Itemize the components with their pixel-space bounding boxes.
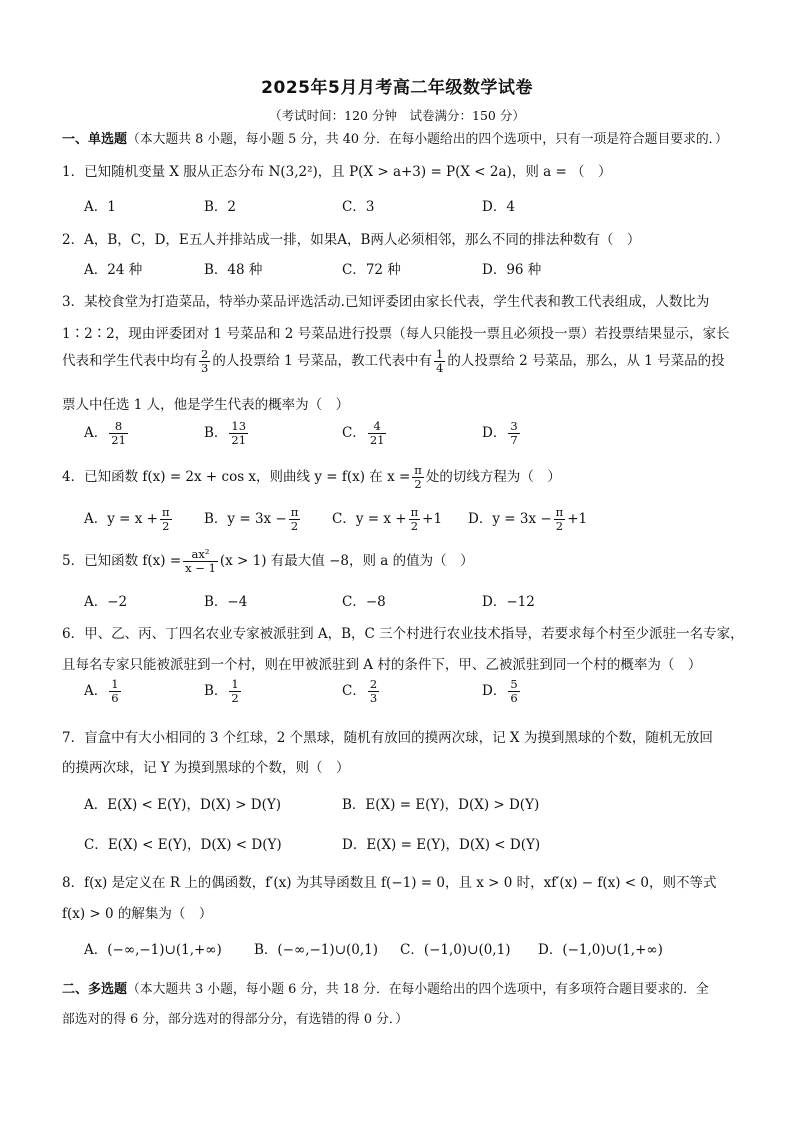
q1-stem: 1．已知随机变量 X 服从正态分布 N(3,2²)，且 P(X > a+3) = P(X < 2a)，则 a = （ ）: [62, 164, 612, 180]
section1-heading: 一、单选题: [62, 132, 128, 147]
q7-option-c: C．E(X) < E(Y)，D(X) < D(Y): [84, 837, 282, 853]
q6-option-b: B． $\frac{1}{2}$: [204, 677, 239, 706]
section1-desc: （本大题共 8 小题，每小题 5 分，共 40 分．在每小题给出的四个选项中，只有一项是符合题目要求的．）: [127, 132, 728, 147]
q4-option-b: B．y = 3x − $\frac{\pi}{2}$: [204, 505, 299, 534]
q3-line3-part3: 的人投票给 2 号菜品，那么，从 1 号菜品的投: [447, 353, 725, 370]
q8-option-d: D．(−1,0)∪(1,+∞): [538, 942, 663, 958]
q3-fraction-one-quarter: $\frac{1}{4}$: [436, 347, 444, 376]
q4-stem-part2: 处的切线方程为（ ）: [425, 469, 561, 486]
q3-line3-part1: 代表和学生代表中均有: [62, 353, 197, 370]
q5-stem-part1: 5．已知函数 f(x) =: [62, 553, 182, 570]
q6-option-a: A． $\frac{1}{6}$: [84, 677, 119, 706]
q5-fraction: $\frac{\text{ax²}}{x - 1}$: [185, 547, 216, 576]
section2-desc2: 部选对的得 6 分，部分选对的得部分分，有选错的得 0 分．）: [62, 1012, 409, 1027]
q5-option-a: A．−2: [84, 594, 128, 610]
q3-fraction-two-thirds: $\frac{2}{3}$: [201, 347, 209, 376]
q7-option-d: D．E(X) = E(Y)，D(X) < D(Y): [342, 837, 541, 853]
q4-option-d: D．y = 3x − $\frac{\pi}{2}$ +1: [468, 505, 588, 534]
q6-option-d: D． $\frac{5}{6}$: [482, 677, 518, 706]
exam-subtitle: （考试时间：120 分钟 试卷满分：150 分）: [269, 108, 525, 123]
q2-option-a: A．24 种: [84, 262, 143, 278]
q7-option-a: A．E(X) < E(Y)，D(X) > D(Y): [84, 797, 282, 813]
q3-line4: 票人中任选 1 人，他是学生代表的概率为（ ）: [62, 397, 350, 413]
q5-option-c: C．−8: [342, 594, 386, 610]
q4-option-c: C．y = x + $\frac{\pi}{2}$ +1: [332, 505, 443, 534]
q4-option-a: A．y = x + $\frac{\pi}{2}$: [84, 505, 170, 534]
q2-option-d: D．96 种: [482, 262, 542, 278]
section2-desc1: （本大题共 3 小题，每小题 6 分，共 18 分．在每小题给出的四个选项中，有多项符合题目要求的．全: [127, 982, 709, 997]
q5-stem: [62, 548, 754, 575]
q7-option-b: B．E(X) = E(Y)，D(X) > D(Y): [342, 797, 540, 813]
q6-line1: 6．甲、乙、丙、丁四名农业专家被派驻到 A，B，C 三个村进行农业技术指导，若要求每个村至少派驻一名专家，: [62, 626, 744, 642]
q2-stem: 2．A，B，C，D，E五人并排站成一排，如果A，B两人必须相邻，那么不同的排法种数有（ ）: [62, 232, 641, 248]
section1-header: [62, 128, 754, 147]
q5-stem-part2: (x > 1) 有最大值 −8，则 a 的值为（ ）: [219, 553, 474, 570]
q8-option-b: B．(−∞,−1)∪(0,1): [254, 942, 379, 958]
q7-line1: 7．盲盒中有大小相同的 3 个红球，2 个黑球，随机有放回的摸两次球，记 X 为摸到黑球的个数，随机无放回: [62, 730, 713, 746]
q7-line2: 的摸两次球，记 Y 为摸到黑球的个数，则（ ）: [62, 760, 350, 776]
q6-option-c: C． $\frac{2}{3}$: [342, 677, 378, 706]
q5-option-b: B．−4: [204, 594, 248, 610]
section2-header: [62, 978, 754, 997]
q3-line3-part2: 的人投票给 1 号菜品，教工代表中有: [212, 353, 432, 370]
q3-option-a: A． $\frac{8}{21}$: [84, 419, 126, 448]
q8-option-c: C．(−1,0)∪(0,1): [400, 942, 511, 958]
q1-option-d: D．4: [482, 199, 515, 215]
q3-line1: 3．某校食堂为打造菜品，特举办菜品评选活动.已知评委团由家长代表，学生代表和教工代表组成，人数比为: [62, 294, 710, 310]
q1-option-c: C．3: [342, 199, 375, 215]
q8-line1: 8．f(x) 是定义在 R 上的偶函数，f′(x) 为其导函数且 f(−1) = 0，且 x > 0 时，xf′(x) − f(x) < 0，则不等式: [62, 875, 717, 891]
exam-title: 2025年5月月考高二年级数学试卷: [261, 78, 533, 98]
q6-line2: 且每名专家只能被派驻到一个村，则在甲被派驻到 A 村的条件下，甲、乙被派驻到同一个村的概率为（ ）: [62, 657, 702, 673]
q3-line2: 1∶2∶2，现由评委团对 1 号菜品和 2 号菜品进行投票（每人只能投一票且必须投一票）若投票结果显示，家长: [62, 326, 730, 342]
q4-stem: [62, 464, 754, 491]
q1-option-b: B．2: [204, 199, 237, 215]
q3-option-d: D． $\frac{3}{7}$: [482, 419, 518, 448]
q4-stem-part1: 4．已知函数 f(x) = 2x + cos x，则曲线 y = f(x) 在 x =: [62, 469, 411, 486]
q8-line2: f(x) > 0 的解集为（ ）: [62, 906, 213, 922]
q3-option-c: C． $\frac{4}{21}$: [342, 419, 385, 448]
q3-option-b: B． $\frac{13}{21}$: [204, 419, 247, 448]
q1-option-a: A．1: [84, 199, 116, 215]
q2-option-c: C．72 种: [342, 262, 401, 278]
q3-line3: [62, 348, 754, 375]
q4-fraction-pi-half: $\frac{\pi}{2}$: [414, 463, 422, 492]
section2-heading: 二、多选题: [62, 982, 128, 997]
q2-option-b: B．48 种: [204, 262, 263, 278]
q5-option-d: D．−12: [482, 594, 535, 610]
q8-option-a: A．(−∞,−1)∪(1,+∞): [84, 942, 222, 958]
